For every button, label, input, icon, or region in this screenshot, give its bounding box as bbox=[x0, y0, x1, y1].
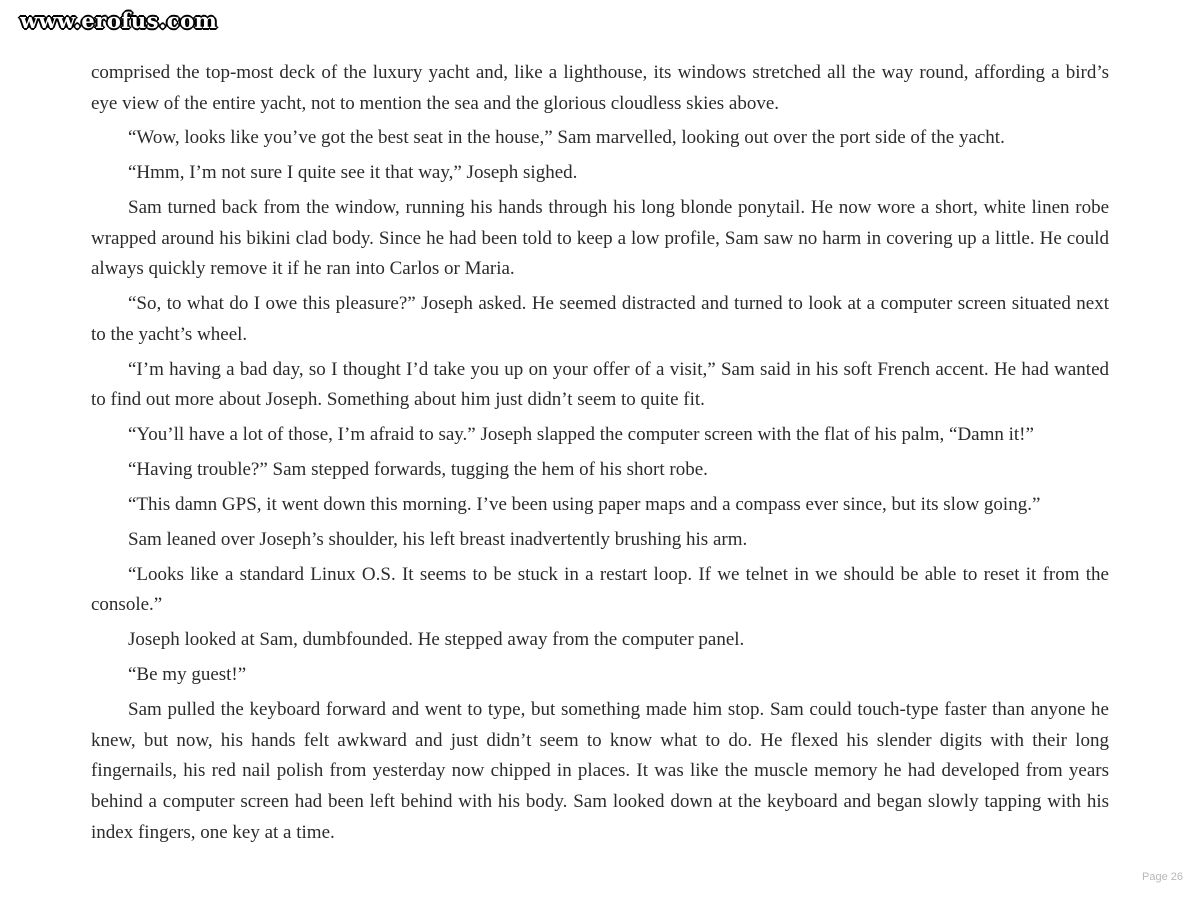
page-body-text bbox=[91, 58, 1109, 852]
paragraph: “Hmm, I’m not sure I quite see it that way,” Joseph sighed. bbox=[128, 162, 578, 184]
page-number: Page 26 bbox=[1142, 871, 1183, 883]
paragraph: “You’ll have a lot of those, I’m afraid to say.” Joseph slapped the computer screen with the flat of his palm, “Damn it!” bbox=[128, 424, 1034, 446]
paragraph: “Having trouble?” Sam stepped forwards, tugging the hem of his short robe. bbox=[128, 459, 708, 481]
paragraph-continued: comprised the top-most deck of the luxury yacht and, like a lighthouse, its windows stretched all the way round, affording a bird’s eye view of the entire yacht, not to mention the sea and the glorious cloudless skies above. bbox=[91, 62, 1109, 114]
paragraph: “Wow, looks like you’ve got the best seat in the house,” Sam marvelled, looking out over the port side of the yacht. bbox=[128, 127, 1005, 149]
paragraph: “I’m having a bad day, so I thought I’d take you up on your offer of a visit,” Sam said in his soft French accent. He had wanted to find out more about Joseph. Something about him just didn’t seem to quite fit. bbox=[91, 358, 1109, 411]
paragraph: Sam leaned over Joseph’s shoulder, his left breast inadvertently brushing his arm. bbox=[128, 528, 748, 550]
paragraph: Sam turned back from the window, running his hands through his long blonde ponytail. He now wore a short, white linen robe wrapped around his bikini clad body. Since he had been told to keep a low profile, Sam saw no harm in covering up a little. He could always quickly remove it if he ran into Carlos or Maria. bbox=[91, 197, 1109, 280]
paragraph: Joseph looked at Sam, dumbfounded. He stepped away from the computer panel. bbox=[128, 629, 745, 651]
paragraph: “Looks like a standard Linux O.S. It seems to be stuck in a restart loop. If we telnet in we should be able to reset it from the console.” bbox=[91, 563, 1109, 616]
paragraph: Sam pulled the keyboard forward and went to type, but something made him stop. Sam could touch-type faster than anyone he knew, but now, his hands felt awkward and just didn’t seem to know what to do. He flexed his slender digits with their long fingernails, his red nail polish from yesterday now chipped in places. It was like the muscle memory he had developed from years behind a computer screen had been left behind with his body. Sam looked down at the keyboard and began slowly tapping with his index fingers, one key at a time. bbox=[91, 699, 1109, 843]
paragraph: “Be my guest!” bbox=[128, 664, 247, 686]
paragraph: “This damn GPS, it went down this morning. I’ve been using paper maps and a compass ever since, but its slow going.” bbox=[128, 494, 1041, 516]
paragraph: “So, to what do I owe this pleasure?” Joseph asked. He seemed distracted and turned to look at a computer screen situated next to the yacht’s wheel. bbox=[91, 293, 1109, 345]
site-watermark: www.erofus.com bbox=[20, 8, 218, 33]
